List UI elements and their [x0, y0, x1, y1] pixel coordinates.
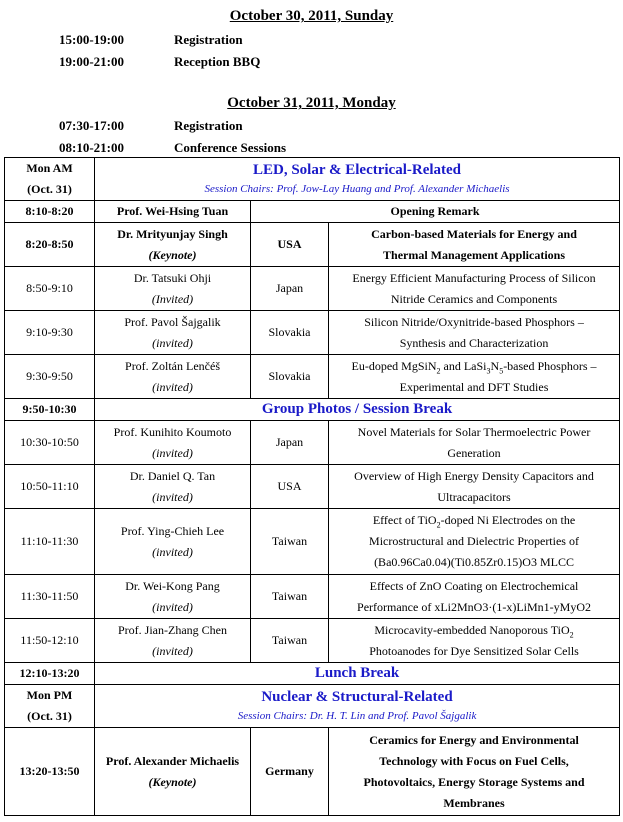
- country-cell: USA: [251, 223, 329, 267]
- country-cell: Slovakia: [251, 355, 329, 399]
- lunch-title: Lunch Break: [95, 663, 620, 685]
- time-cell: 11:30-11:50: [5, 575, 95, 619]
- speaker-cell: Dr. Tatsuki Ohji (Invited): [95, 267, 251, 311]
- schedule-row: [5, 223, 620, 267]
- schedule-row: [5, 465, 620, 509]
- time-cell: 13:20-13:50: [5, 728, 95, 816]
- speaker-cell: Prof. Wei-Hsing Tuan: [95, 201, 251, 223]
- day1-time-1: 15:00-19:00: [59, 32, 124, 47]
- day1-label-1: Registration: [174, 32, 243, 47]
- schedule-row: [5, 311, 620, 355]
- title-cell: Effect of TiO$_2$-doped Ni Electrodes on the Microstructural and Dielectric Properties of (Ba0.96Ca0.04)(Ti0.85Zr0.15)O3 MLCC: [329, 509, 620, 575]
- country-cell: Taiwan: [251, 509, 329, 575]
- schedule-row: [5, 728, 620, 816]
- program-table: [4, 157, 620, 816]
- lunch-row: [5, 663, 620, 685]
- title-cell: Opening Remark: [251, 201, 620, 223]
- speaker-cell: Prof. Alexander Michaelis (Keynote): [95, 728, 251, 816]
- title-cell: Novel Materials for Solar Thermoelectric Power Generation: [329, 421, 620, 465]
- title-cell: Silicon Nitride/Oxynitride-based Phosphors – Synthesis and Characterization: [329, 311, 620, 355]
- day1-label-2: Reception BBQ: [174, 54, 261, 69]
- country-cell: Slovakia: [251, 311, 329, 355]
- session-label-am: Mon AM (Oct. 31): [5, 158, 95, 201]
- speaker-cell: Dr. Mrityunjay Singh (Keynote): [95, 223, 251, 267]
- speaker-cell: Dr. Wei-Kong Pang (invited): [95, 575, 251, 619]
- session-title: Nuclear & Structural-Related: [261, 689, 453, 705]
- time-cell: 8:50-9:10: [5, 267, 95, 311]
- speaker-cell: Prof. Kunihito Koumoto (invited): [95, 421, 251, 465]
- schedule-row: [5, 509, 620, 575]
- day2-label-1: Registration: [174, 118, 243, 133]
- time-cell: 10:30-10:50: [5, 421, 95, 465]
- speaker-cell: Prof. Pavol Šajgalik (invited): [95, 311, 251, 355]
- title-cell: Microcavity-embedded Nanoporous TiO$_2$ Photoanodes for Dye Sensitized Solar Cells: [329, 619, 620, 663]
- session-title: LED, Solar & Electrical-Related: [253, 162, 462, 178]
- country-cell: USA: [251, 465, 329, 509]
- time-cell: 11:10-11:30: [5, 509, 95, 575]
- session-label-pm: Mon PM (Oct. 31): [5, 685, 95, 728]
- session-chairs: Session Chairs: Dr. H. T. Lin and Prof. Pavol Šajgalik: [237, 710, 477, 722]
- schedule-row: [5, 267, 620, 311]
- day2-title: October 31, 2011, Monday: [227, 95, 396, 111]
- speaker-cell: Dr. Daniel Q. Tan (invited): [95, 465, 251, 509]
- speaker-cell: Prof. Zoltán Lenčéš (invited): [95, 355, 251, 399]
- break-title: Group Photos / Session Break: [95, 399, 620, 421]
- time-cell: 8:20-8:50: [5, 223, 95, 267]
- speaker-cell: Prof. Ying-Chieh Lee (invited): [95, 509, 251, 575]
- country-cell: Taiwan: [251, 575, 329, 619]
- title-cell: Carbon-based Materials for Energy and Thermal Management Applications: [329, 223, 620, 267]
- title-cell: Overview of High Energy Density Capacitors and Ultracapacitors: [329, 465, 620, 509]
- break-row: [5, 399, 620, 421]
- time-cell: 9:50-10:30: [5, 399, 95, 421]
- time-cell: 9:10-9:30: [5, 311, 95, 355]
- day2-time-1: 07:30-17:00: [59, 118, 124, 133]
- title-cell: Energy Efficient Manufacturing Process of Silicon Nitride Ceramics and Components: [329, 267, 620, 311]
- time-cell: 10:50-11:10: [5, 465, 95, 509]
- country-cell: Japan: [251, 267, 329, 311]
- session-header-am: [5, 158, 620, 201]
- schedule-row: [5, 355, 620, 399]
- schedule-row: [5, 201, 620, 223]
- country-cell: Germany: [251, 728, 329, 816]
- day2-label-2: Conference Sessions: [174, 140, 287, 155]
- time-cell: 8:10-8:20: [5, 201, 95, 223]
- title-cell: Ceramics for Energy and Environmental Technology with Focus on Fuel Cells, Photovoltaics, Energy Storage Systems and Membranes: [329, 728, 620, 816]
- session-header-pm: [5, 685, 620, 728]
- speaker-cell: Prof. Jian-Zhang Chen (invited): [95, 619, 251, 663]
- day2-time-2: 08:10-21:00: [59, 140, 124, 155]
- title-cell: Effects of ZnO Coating on Electrochemical Performance of xLi2MnO3·(1-x)LiMn1-yMyO2: [329, 575, 620, 619]
- country-cell: Japan: [251, 421, 329, 465]
- session-title-cell-pm: [95, 685, 620, 728]
- session-title-cell-am: [95, 158, 620, 201]
- day1-title: October 30, 2011, Sunday: [229, 8, 394, 24]
- time-cell: 12:10-13:20: [5, 663, 95, 685]
- schedule-row: [5, 619, 620, 663]
- title-cell: Eu-doped MgSiN$_2$ and $LaSi_3N_5$-based Phosphors – Experimental and DFT Studies: [329, 355, 620, 399]
- time-cell: 11:50-12:10: [5, 619, 95, 663]
- day1-time-2: 19:00-21:00: [59, 54, 124, 69]
- time-cell: 9:30-9:50: [5, 355, 95, 399]
- country-cell: Taiwan: [251, 619, 329, 663]
- session-chairs: Session Chairs: Prof. Jow-Lay Huang and Prof. Alexander Michaelis: [204, 183, 510, 195]
- schedule-row: [5, 421, 620, 465]
- schedule-row: [5, 575, 620, 619]
